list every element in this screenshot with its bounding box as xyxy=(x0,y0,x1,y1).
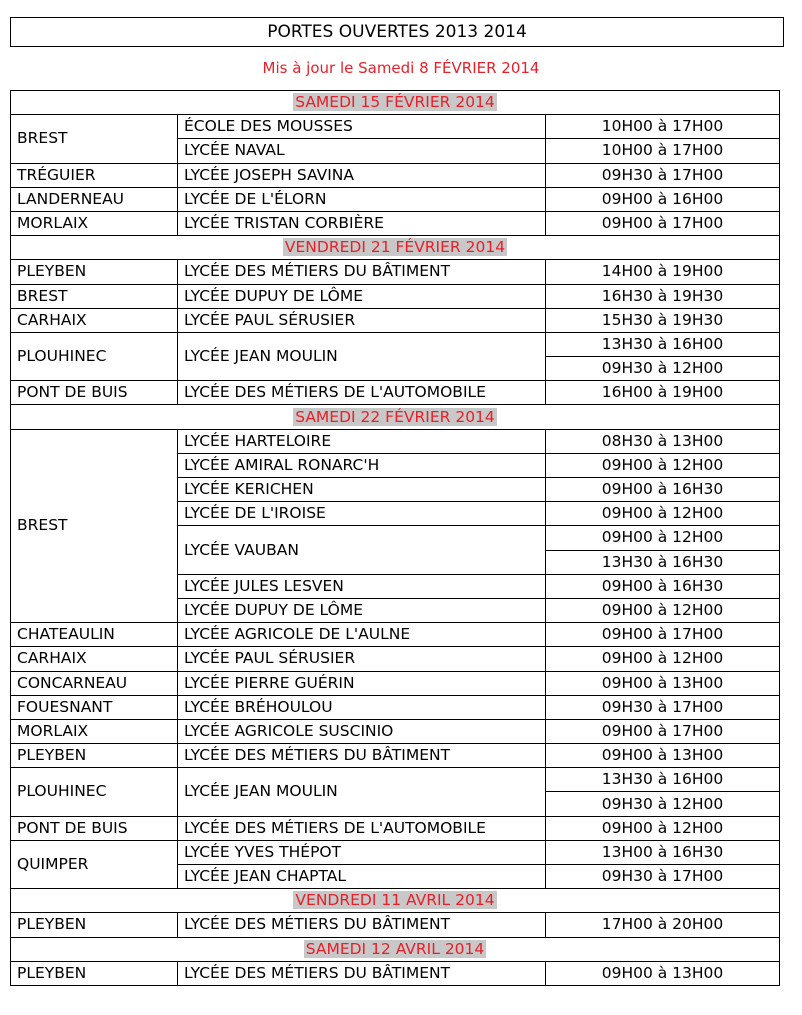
hours-cell: 09H00 à 12H00 xyxy=(546,598,780,622)
hours-cell: 13H30 à 16H00 xyxy=(546,332,780,356)
school-cell: LYCÉE DUPUY DE LÔME xyxy=(178,598,546,622)
date-cell xyxy=(11,91,780,115)
city-cell: PLOUHINEC xyxy=(11,768,178,816)
table-row xyxy=(11,768,780,792)
hours-cell: 13H00 à 16H30 xyxy=(546,840,780,864)
school-cell: LYCÉE AGRICOLE SUSCINIO xyxy=(178,719,546,743)
school-cell: LYCÉE PAUL SÉRUSIER xyxy=(178,308,546,332)
table-row xyxy=(11,695,780,719)
date-label: SAMEDI 22 FÉVRIER 2014 xyxy=(295,407,495,426)
school-cell: LYCÉE DES MÉTIERS DE L'AUTOMOBILE xyxy=(178,816,546,840)
school-cell: LYCÉE KERICHEN xyxy=(178,478,546,502)
hours-cell: 09H00 à 17H00 xyxy=(546,211,780,235)
hours-cell: 09H00 à 12H00 xyxy=(546,816,780,840)
table-row xyxy=(11,381,780,405)
schedule-table xyxy=(10,90,780,986)
title-text: PORTES OUVERTES 2013 2014 xyxy=(267,22,527,42)
city-cell: BREST xyxy=(11,115,178,163)
table-row xyxy=(11,260,780,284)
table-row xyxy=(11,623,780,647)
city-cell: TRÉGUIER xyxy=(11,163,178,187)
table-row xyxy=(11,211,780,235)
school-cell: LYCÉE DES MÉTIERS DE L'AUTOMOBILE xyxy=(178,381,546,405)
school-cell: LYCÉE JEAN MOULIN xyxy=(178,332,546,380)
school-cell: LYCÉE YVES THÉPOT xyxy=(178,840,546,864)
city-cell: CARHAIX xyxy=(11,647,178,671)
school-cell: LYCÉE DES MÉTIERS DU BÂTIMENT xyxy=(178,744,546,768)
city-cell: CARHAIX xyxy=(11,308,178,332)
schedule-body xyxy=(11,91,780,986)
hours-cell: 09H00 à 13H00 xyxy=(546,744,780,768)
date-row xyxy=(11,236,780,260)
school-cell: LYCÉE TRISTAN CORBIÈRE xyxy=(178,211,546,235)
table-row xyxy=(11,961,780,985)
school-cell: LYCÉE AMIRAL RONARC'H xyxy=(178,453,546,477)
school-cell: ÉCOLE DES MOUSSES xyxy=(178,115,546,139)
table-row xyxy=(11,719,780,743)
page-title xyxy=(10,17,784,47)
city-cell: CONCARNEAU xyxy=(11,671,178,695)
table-row xyxy=(11,284,780,308)
update-notice: Mis à jour le Samedi 8 FÉVRIER 2014 xyxy=(262,59,540,77)
table-row xyxy=(11,187,780,211)
date-cell xyxy=(11,405,780,429)
hours-cell: 13H30 à 16H30 xyxy=(546,550,780,574)
city-cell: PONT DE BUIS xyxy=(11,381,178,405)
date-row xyxy=(11,405,780,429)
school-cell: LYCÉE DES MÉTIERS DU BÂTIMENT xyxy=(178,961,546,985)
school-cell: LYCÉE JULES LESVEN xyxy=(178,574,546,598)
hours-cell: 09H00 à 17H00 xyxy=(546,719,780,743)
hours-cell: 09H30 à 12H00 xyxy=(546,792,780,816)
hours-cell: 09H00 à 13H00 xyxy=(546,671,780,695)
city-cell: CHATEAULIN xyxy=(11,623,178,647)
school-cell: LYCÉE BRÉHOULOU xyxy=(178,695,546,719)
hours-cell: 16H30 à 19H30 xyxy=(546,284,780,308)
table-row xyxy=(11,840,780,864)
hours-cell: 10H00 à 17H00 xyxy=(546,115,780,139)
hours-cell: 10H00 à 17H00 xyxy=(546,139,780,163)
school-cell: LYCÉE DE L'ÉLORN xyxy=(178,187,546,211)
hours-cell: 09H30 à 17H00 xyxy=(546,865,780,889)
hours-cell: 16H00 à 19H00 xyxy=(546,381,780,405)
city-cell: MORLAIX xyxy=(11,211,178,235)
city-cell: PLEYBEN xyxy=(11,961,178,985)
city-cell: PLEYBEN xyxy=(11,260,178,284)
city-cell: LANDERNEAU xyxy=(11,187,178,211)
table-row xyxy=(11,332,780,356)
date-row xyxy=(11,91,780,115)
table-row xyxy=(11,744,780,768)
city-cell: PLOUHINEC xyxy=(11,332,178,380)
hours-cell: 09H30 à 17H00 xyxy=(546,695,780,719)
date-label: SAMEDI 15 FÉVRIER 2014 xyxy=(295,93,495,112)
table-row xyxy=(11,115,780,139)
date-row xyxy=(11,889,780,913)
hours-cell: 09H00 à 16H00 xyxy=(546,187,780,211)
school-cell: LYCÉE PIERRE GUÉRIN xyxy=(178,671,546,695)
table-row xyxy=(11,671,780,695)
table-row xyxy=(11,308,780,332)
hours-cell: 09H00 à 12H00 xyxy=(546,647,780,671)
hours-cell: 09H00 à 13H00 xyxy=(546,961,780,985)
city-cell: MORLAIX xyxy=(11,719,178,743)
hours-cell: 09H30 à 17H00 xyxy=(546,163,780,187)
school-cell: LYCÉE DES MÉTIERS DU BÂTIMENT xyxy=(178,260,546,284)
school-cell: LYCÉE PAUL SÉRUSIER xyxy=(178,647,546,671)
hours-cell: 09H00 à 12H00 xyxy=(546,453,780,477)
hours-cell: 09H00 à 12H00 xyxy=(546,502,780,526)
table-row xyxy=(11,816,780,840)
city-cell: QUIMPER xyxy=(11,840,178,888)
school-cell: LYCÉE DUPUY DE LÔME xyxy=(178,284,546,308)
hours-cell: 09H00 à 16H30 xyxy=(546,574,780,598)
hours-cell: 15H30 à 19H30 xyxy=(546,308,780,332)
school-cell: LYCÉE JOSEPH SAVINA xyxy=(178,163,546,187)
school-cell: LYCÉE NAVAL xyxy=(178,139,546,163)
hours-cell: 13H30 à 16H00 xyxy=(546,768,780,792)
hours-cell: 09H30 à 12H00 xyxy=(546,357,780,381)
school-cell: LYCÉE AGRICOLE DE L'AULNE xyxy=(178,623,546,647)
city-cell: BREST xyxy=(11,429,178,623)
city-cell: PLEYBEN xyxy=(11,744,178,768)
date-cell xyxy=(11,236,780,260)
hours-cell: 09H00 à 12H00 xyxy=(546,526,780,550)
table-row xyxy=(11,647,780,671)
date-label: SAMEDI 12 AVRIL 2014 xyxy=(305,939,485,958)
school-cell: LYCÉE DES MÉTIERS DU BÂTIMENT xyxy=(178,913,546,937)
table-row xyxy=(11,163,780,187)
city-cell: PONT DE BUIS xyxy=(11,816,178,840)
hours-cell: 09H00 à 17H00 xyxy=(546,623,780,647)
hours-cell: 08H30 à 13H00 xyxy=(546,429,780,453)
hours-cell: 14H00 à 19H00 xyxy=(546,260,780,284)
school-cell: LYCÉE JEAN MOULIN xyxy=(178,768,546,816)
date-row xyxy=(11,937,780,961)
hours-cell: 17H00 à 20H00 xyxy=(546,913,780,937)
table-row xyxy=(11,913,780,937)
school-cell: LYCÉE HARTELOIRE xyxy=(178,429,546,453)
school-cell: LYCÉE JEAN CHAPTAL xyxy=(178,865,546,889)
date-cell xyxy=(11,889,780,913)
school-cell: LYCÉE VAUBAN xyxy=(178,526,546,574)
date-label: VENDREDI 11 AVRIL 2014 xyxy=(295,891,495,910)
date-cell xyxy=(11,937,780,961)
city-cell: PLEYBEN xyxy=(11,913,178,937)
city-cell: BREST xyxy=(11,284,178,308)
date-label: VENDREDI 21 FÉVRIER 2014 xyxy=(284,238,506,257)
city-cell: FOUESNANT xyxy=(11,695,178,719)
hours-cell: 09H00 à 16H30 xyxy=(546,478,780,502)
table-row xyxy=(11,429,780,453)
school-cell: LYCÉE DE L'IROISE xyxy=(178,502,546,526)
